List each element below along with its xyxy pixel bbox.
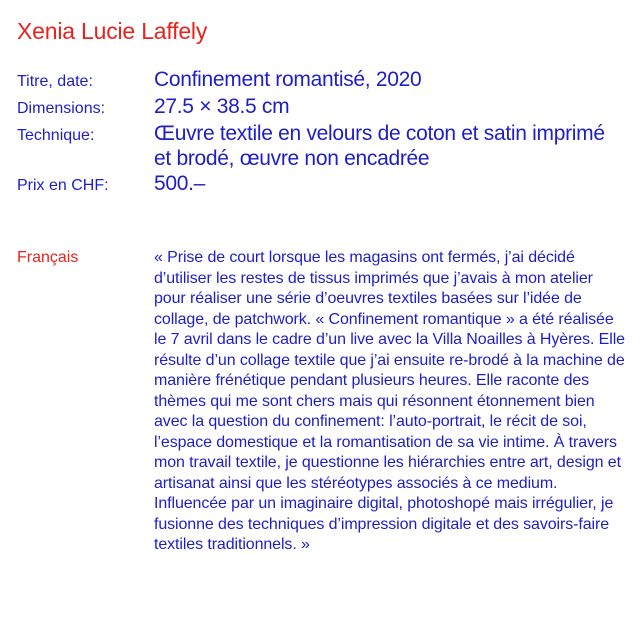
price-value: 500.–	[154, 172, 206, 195]
technique-row	[17, 121, 627, 171]
description-text: « Prise de court lorsque les magasins ont fermés, j’ai décidé d’utiliser les restes de tissus imprimés que j’avais à mon atelier pour réaliser une série d’oeuvres textiles basées sur l’idée de collage, de patchwork. « Confinement romantique » a été réalisée le 7 avril dans le cadre d’un live avec la Villa Noailles à Hyères. Elle résulte d’un collage textile que j’ai ensuite re-brodé à la machine de manière frénétique pendant plusieurs heures. Elle raconte des thèmes qui me sont chers mais qui résonnent étonnement bien avec la question du confinement: l’auto-portrait, le récit de soi, l’espace domestique et la romantisation de sa vie intime. À travers mon travail textile, je questionne les hiérarchies entre art, design et artisanat ainsi que les stéréotypes associés à ce medium. Influencée par un imaginaire digital, photoshopé mais irrégulier, je fusionne des techniques d’impression digitale et des savoirs-faire textiles traditionnels. »	[154, 249, 625, 553]
title-row	[17, 67, 627, 94]
price-label: Prix en CHF:	[17, 177, 109, 194]
dimensions-row	[17, 94, 627, 121]
dimensions-value: 27.5 × 38.5 cm	[154, 95, 290, 118]
price-row	[17, 171, 627, 198]
artist-name: Xenia Lucie Laffely	[17, 18, 208, 44]
title-label: Titre, date:	[17, 73, 93, 90]
title-value: Confinement romantisé, 2020	[154, 68, 422, 91]
artwork-details	[17, 67, 627, 198]
description-section	[17, 248, 627, 556]
technique-value: Œuvre textile en velours de coton et satin imprimé et brodé, œuvre non encadrée	[154, 122, 605, 170]
technique-label: Technique:	[17, 127, 95, 144]
language-label: Français	[17, 249, 79, 266]
dimensions-label: Dimensions:	[17, 100, 106, 117]
